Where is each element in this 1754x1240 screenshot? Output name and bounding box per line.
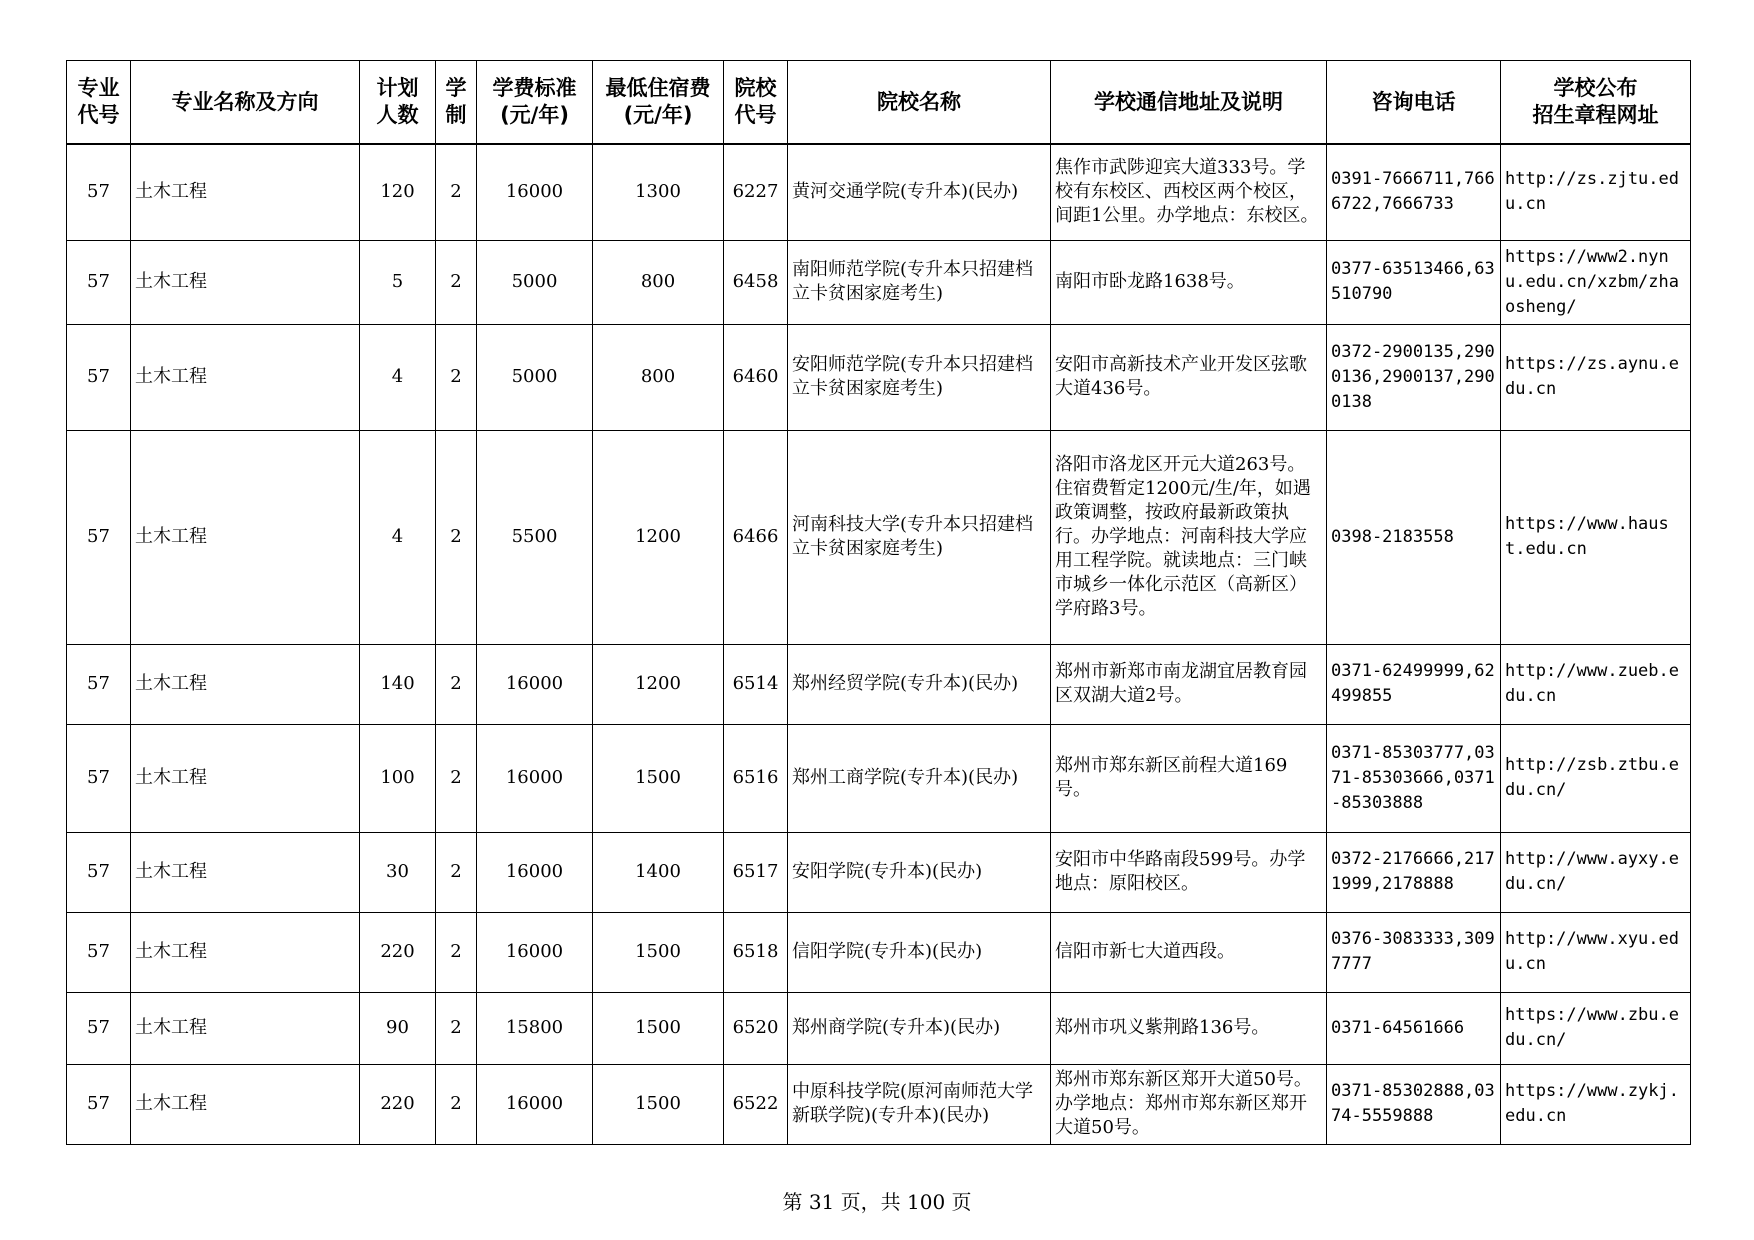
header-phone: 咨询电话: [1327, 61, 1501, 145]
cell-address: 安阳市中华路南段599号。办学地点：原阳校区。: [1051, 832, 1327, 912]
cell-tuition: 16000: [477, 644, 593, 724]
cell-school-name: 信阳学院(专升本)(民办): [788, 912, 1051, 992]
cell-major-name: 土木工程: [131, 240, 360, 324]
cell-school-code: 6516: [724, 724, 788, 832]
cell-plan-count: 30: [360, 832, 436, 912]
table-row: [67, 1064, 1691, 1144]
cell-address: 南阳市卧龙路1638号。: [1051, 240, 1327, 324]
table-row: [67, 912, 1691, 992]
cell-plan-count: 140: [360, 644, 436, 724]
cell-school-name: 河南科技大学(专升本只招建档立卡贫困家庭考生): [788, 430, 1051, 644]
table-row: [67, 240, 1691, 324]
cell-lodging: 800: [593, 324, 724, 430]
cell-plan-count: 4: [360, 430, 436, 644]
cell-major-name: 土木工程: [131, 430, 360, 644]
cell-school-code: 6466: [724, 430, 788, 644]
header-plan-count: 计划 人数: [360, 61, 436, 145]
header-school-name: 院校名称: [788, 61, 1051, 145]
cell-school-code: 6458: [724, 240, 788, 324]
cell-plan-count: 5: [360, 240, 436, 324]
cell-lodging: 1200: [593, 430, 724, 644]
cell-lodging: 1500: [593, 1064, 724, 1144]
cell-school-code: 6460: [724, 324, 788, 430]
cell-school-name: 郑州工商学院(专升本)(民办): [788, 724, 1051, 832]
cell-study-years: 2: [436, 240, 477, 324]
admissions-table: [66, 60, 1691, 1145]
cell-school-name: 安阳学院(专升本)(民办): [788, 832, 1051, 912]
cell-major-code: 57: [67, 832, 131, 912]
admissions-table-sheet: [66, 60, 1690, 1145]
header-school-code: 院校 代号: [724, 61, 788, 145]
table-row: [67, 724, 1691, 832]
cell-address: 郑州市新郑市南龙湖宜居教育园区双湖大道2号。: [1051, 644, 1327, 724]
cell-school-code: 6518: [724, 912, 788, 992]
cell-lodging: 1200: [593, 644, 724, 724]
cell-school-name: 南阳师范学院(专升本只招建档立卡贫困家庭考生): [788, 240, 1051, 324]
cell-phone: 0376-3083333,3097777: [1327, 912, 1501, 992]
cell-address: 焦作市武陟迎宾大道333号。学校有东校区、西校区两个校区，间距1公里。办学地点：东校区。: [1051, 144, 1327, 240]
cell-tuition: 5000: [477, 240, 593, 324]
cell-study-years: 2: [436, 912, 477, 992]
cell-phone: 0371-85303777,0371-85303666,0371-85303888: [1327, 724, 1501, 832]
table-row: [67, 992, 1691, 1064]
cell-major-code: 57: [67, 144, 131, 240]
cell-phone: 0372-2176666,2171999,2178888: [1327, 832, 1501, 912]
cell-school-code: 6520: [724, 992, 788, 1064]
cell-major-name: 土木工程: [131, 144, 360, 240]
cell-school-name: 中原科技学院(原河南师范大学新联学院)(专升本)(民办): [788, 1064, 1051, 1144]
cell-school-name: 郑州经贸学院(专升本)(民办): [788, 644, 1051, 724]
cell-school-code: 6514: [724, 644, 788, 724]
cell-website-link[interactable]: https://www2.nynu.edu.cn/xzbm/zhaosheng/: [1501, 240, 1691, 324]
cell-major-code: 57: [67, 240, 131, 324]
cell-major-code: 57: [67, 1064, 131, 1144]
table-row: [67, 144, 1691, 240]
table-row: [67, 324, 1691, 430]
cell-lodging: 1400: [593, 832, 724, 912]
cell-website-link[interactable]: http://zsb.ztbu.edu.cn/: [1501, 724, 1691, 832]
header-lodging: 最低住宿费 (元/年): [593, 61, 724, 145]
cell-website-link[interactable]: https://www.haust.edu.cn: [1501, 430, 1691, 644]
cell-website-link[interactable]: http://zs.zjtu.edu.cn: [1501, 144, 1691, 240]
cell-plan-count: 100: [360, 724, 436, 832]
cell-tuition: 16000: [477, 144, 593, 240]
cell-school-name: 安阳师范学院(专升本只招建档立卡贫困家庭考生): [788, 324, 1051, 430]
cell-major-name: 土木工程: [131, 992, 360, 1064]
cell-plan-count: 4: [360, 324, 436, 430]
cell-school-name: 黄河交通学院(专升本)(民办): [788, 144, 1051, 240]
cell-phone: 0377-63513466,63510790: [1327, 240, 1501, 324]
cell-major-code: 57: [67, 644, 131, 724]
cell-study-years: 2: [436, 144, 477, 240]
cell-plan-count: 120: [360, 144, 436, 240]
cell-major-name: 土木工程: [131, 644, 360, 724]
cell-school-code: 6522: [724, 1064, 788, 1144]
cell-phone: 0398-2183558: [1327, 430, 1501, 644]
cell-study-years: 2: [436, 1064, 477, 1144]
cell-lodging: 1500: [593, 992, 724, 1064]
cell-address: 郑州市巩义紫荆路136号。: [1051, 992, 1327, 1064]
cell-plan-count: 90: [360, 992, 436, 1064]
header-major-name: 专业名称及方向: [131, 61, 360, 145]
cell-major-code: 57: [67, 430, 131, 644]
cell-major-code: 57: [67, 324, 131, 430]
cell-school-code: 6227: [724, 144, 788, 240]
header-row: [67, 61, 1691, 145]
cell-major-name: 土木工程: [131, 912, 360, 992]
cell-major-name: 土木工程: [131, 832, 360, 912]
cell-tuition: 5500: [477, 430, 593, 644]
cell-major-code: 57: [67, 724, 131, 832]
cell-study-years: 2: [436, 992, 477, 1064]
cell-website-link[interactable]: http://www.xyu.edu.cn: [1501, 912, 1691, 992]
cell-major-code: 57: [67, 992, 131, 1064]
cell-lodging: 1500: [593, 724, 724, 832]
cell-study-years: 2: [436, 430, 477, 644]
cell-address: 洛阳市洛龙区开元大道263号。住宿费暂定1200元/生/年，如遇政策调整，按政府最新政策执行。办学地点：河南科技大学应用工程学院。就读地点：三门峡市城乡一体化示范区（高新区）学府路3号。: [1051, 430, 1327, 644]
cell-tuition: 5000: [477, 324, 593, 430]
cell-website-link[interactable]: http://www.zueb.edu.cn: [1501, 644, 1691, 724]
cell-phone: 0371-62499999,62499855: [1327, 644, 1501, 724]
cell-major-name: 土木工程: [131, 724, 360, 832]
cell-address: 安阳市高新技术产业开发区弦歌大道436号。: [1051, 324, 1327, 430]
cell-address: 郑州市郑东新区郑开大道50号。办学地点：郑州市郑东新区郑开大道50号。: [1051, 1064, 1327, 1144]
table-row: [67, 644, 1691, 724]
header-website: 学校公布 招生章程网址: [1501, 61, 1691, 145]
cell-tuition: 16000: [477, 832, 593, 912]
cell-study-years: 2: [436, 832, 477, 912]
cell-school-code: 6517: [724, 832, 788, 912]
cell-study-years: 2: [436, 724, 477, 832]
table-row: [67, 430, 1691, 644]
cell-lodging: 800: [593, 240, 724, 324]
cell-school-name: 郑州商学院(专升本)(民办): [788, 992, 1051, 1064]
cell-website-link[interactable]: https://www.zykj.edu.cn: [1501, 1064, 1691, 1144]
cell-major-name: 土木工程: [131, 1064, 360, 1144]
cell-phone: 0371-85302888,0374-5559888: [1327, 1064, 1501, 1144]
header-tuition: 学费标准 (元/年): [477, 61, 593, 145]
cell-tuition: 16000: [477, 912, 593, 992]
header-address: 学校通信地址及说明: [1051, 61, 1327, 145]
cell-website-link[interactable]: https://www.zbu.edu.cn/: [1501, 992, 1691, 1064]
header-study-years: 学 制: [436, 61, 477, 145]
header-major-code: 专业 代号: [67, 61, 131, 145]
cell-address: 信阳市新七大道西段。: [1051, 912, 1327, 992]
cell-phone: 0371-64561666: [1327, 992, 1501, 1064]
table-row: [67, 832, 1691, 912]
cell-major-name: 土木工程: [131, 324, 360, 430]
cell-website-link[interactable]: https://zs.aynu.edu.cn: [1501, 324, 1691, 430]
cell-phone: 0391-7666711,7666722,7666733: [1327, 144, 1501, 240]
page-footer: 第 31 页，共 100 页: [782, 1190, 972, 1214]
cell-major-code: 57: [67, 912, 131, 992]
cell-plan-count: 220: [360, 912, 436, 992]
cell-plan-count: 220: [360, 1064, 436, 1144]
cell-study-years: 2: [436, 324, 477, 430]
cell-tuition: 15800: [477, 992, 593, 1064]
cell-lodging: 1300: [593, 144, 724, 240]
cell-study-years: 2: [436, 644, 477, 724]
cell-website-link[interactable]: http://www.ayxy.edu.cn/: [1501, 832, 1691, 912]
cell-address: 郑州市郑东新区前程大道169号。: [1051, 724, 1327, 832]
cell-tuition: 16000: [477, 724, 593, 832]
cell-lodging: 1500: [593, 912, 724, 992]
cell-phone: 0372-2900135,2900136,2900137,2900138: [1327, 324, 1501, 430]
cell-tuition: 16000: [477, 1064, 593, 1144]
